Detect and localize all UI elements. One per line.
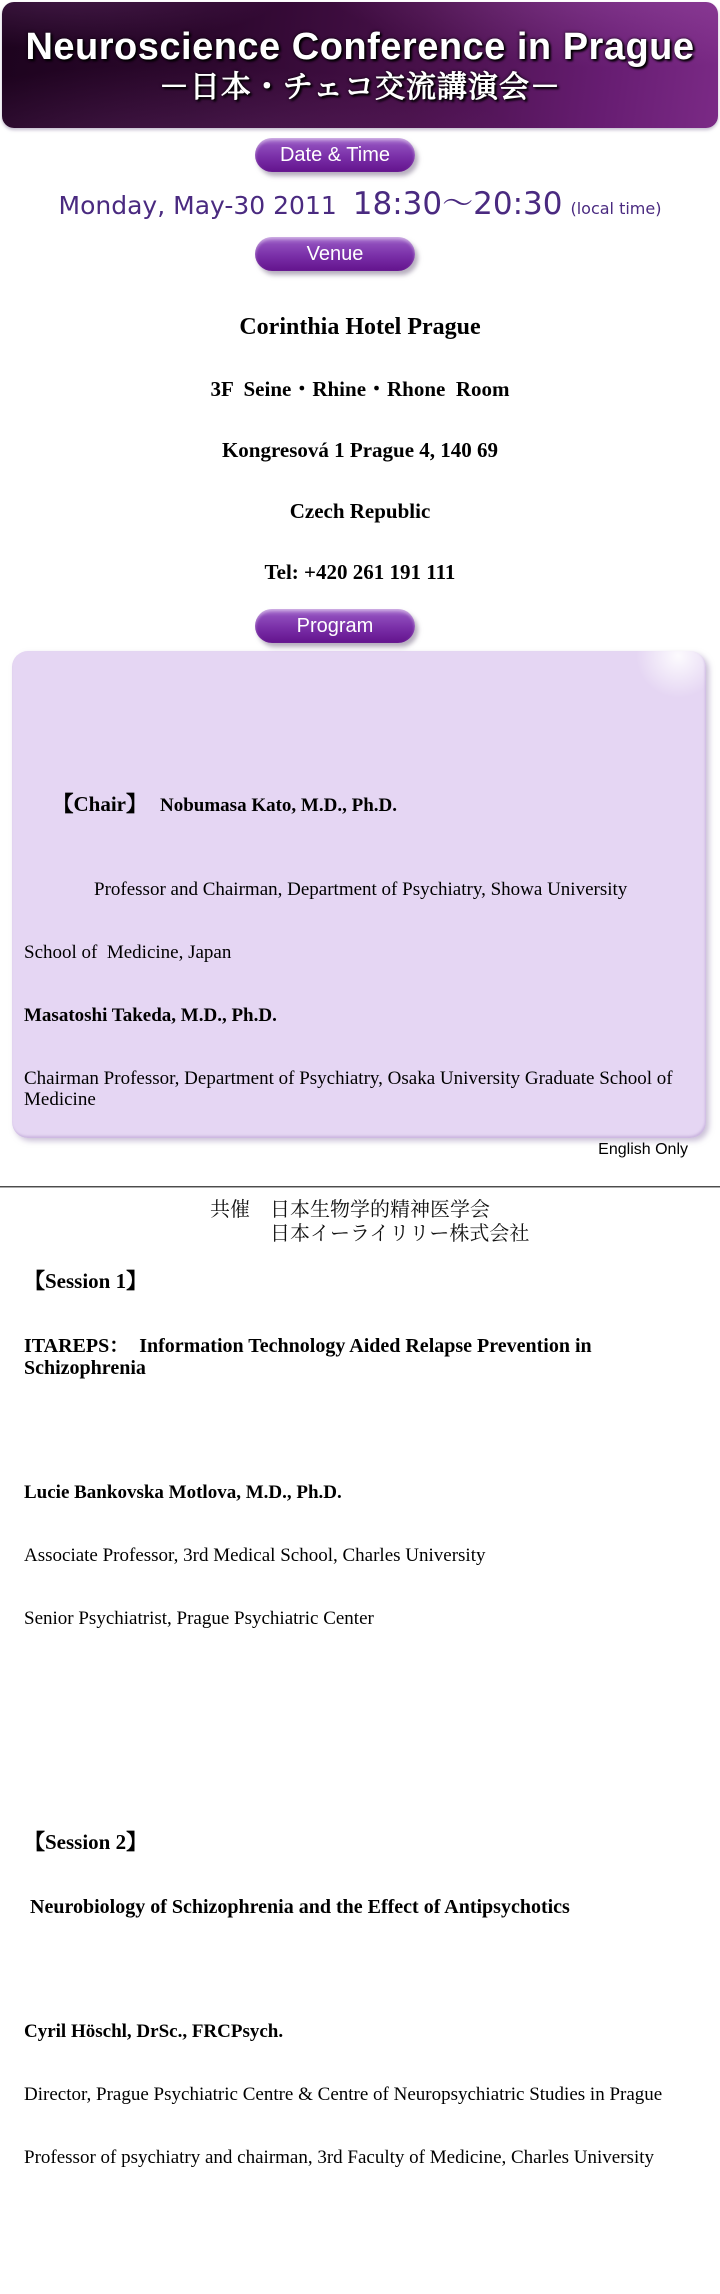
chair-2-affiliation: Chairman Professor, Department of Psychiatry, Osaka University Graduate School of Medicine [24,1068,678,1110]
venue-phone-line: Tel: +420 261 191 111 [264,560,456,584]
cohost-label: 共催 [210,1197,250,1221]
footer-divider [0,1186,720,1188]
chair-block [24,730,686,1152]
program-badge [255,609,415,643]
local-time-note: (local time) [570,199,662,218]
venue-badge [255,237,415,271]
chair-name-1: Nobumasa Kato, M.D., Ph.D. [160,795,397,816]
chair-1-affiliation-line-1: Professor and Chairman, Department of Psychiatry, Showa University [94,879,628,900]
session-1-affiliation-2: Senior Psychiatrist, Prague Psychiatric Center [24,1608,374,1629]
session-1-speaker: Lucie Bankovska Motlova, M.D., Ph.D. [24,1482,342,1503]
session-2-title: Neurobiology of Schizophrenia and the Effect of Antipsychotics [30,1896,570,1918]
conference-subtitle-japanese: －日本・チェコ交流講演会－ [158,71,562,104]
session-1-speaker-block [24,1440,686,1671]
session-2-heading: 【Session 2】 [24,1830,148,1854]
footer-cohost-block [0,1197,720,1245]
date-time-badge-label: Date & Time [279,143,391,166]
venue-badge-label: Venue [306,242,364,265]
chair-1-affiliation-line-2: School of Medicine, Japan [24,942,232,963]
program-badge-label: Program [296,614,374,637]
event-time: 18:30～20:30 [352,186,563,222]
cohost-organization-2: 日本イーライリリー株式会社 [270,1221,530,1245]
venue-address-line: Kongresová 1 Prague 4, 140 69 [221,438,499,462]
venue-block [0,277,720,603]
session-1-heading: 【Session 1】 [24,1269,148,1293]
chair-heading-line [24,772,686,837]
venue-room-line: 3F Seine・Rhine・Rhone Room [210,377,510,401]
session-2-affiliation-1: Director, Prague Psychiatric Centre & Centre of Neuropsychiatric Studies in Prague [24,2084,663,2105]
session-1-block [24,1228,686,1713]
conference-title: Neuroscience Conference in Prague [25,26,695,68]
chair-heading: 【Chair】 [52,792,147,816]
cohost-organization-1: 日本生物学的精神医学会 [270,1197,490,1221]
session-2-block [24,1789,686,2252]
venue-name: Corinthia Hotel Prague [239,314,481,340]
date-time-badge [255,138,415,172]
session-1-title: ITAREPS： Information Technology Aided Relapse Prevention in Schizophrenia [24,1335,597,1379]
session-1-affiliation-1: Associate Professor, 3rd Medical School, Charles University [24,1545,486,1566]
venue-country-line: Czech Republic [289,499,431,523]
event-date: Monday, May-30 2011 [58,191,337,220]
session-2-speaker: Cyril Höschl, DrSc., FRCPsych. [24,2021,284,2042]
session-2-speaker-block [24,1979,686,2210]
session-2-affiliation-2: Professor of psychiatry and chairman, 3rd Faculty of Medicine, Charles University [24,2147,655,2168]
footer-line-1 [210,1197,720,1221]
header-banner [2,2,718,128]
english-only-note: English Only [598,1141,688,1158]
chair-name-2: Masatoshi Takeda, M.D., Ph.D. [24,1005,277,1026]
date-time-line [0,178,720,223]
